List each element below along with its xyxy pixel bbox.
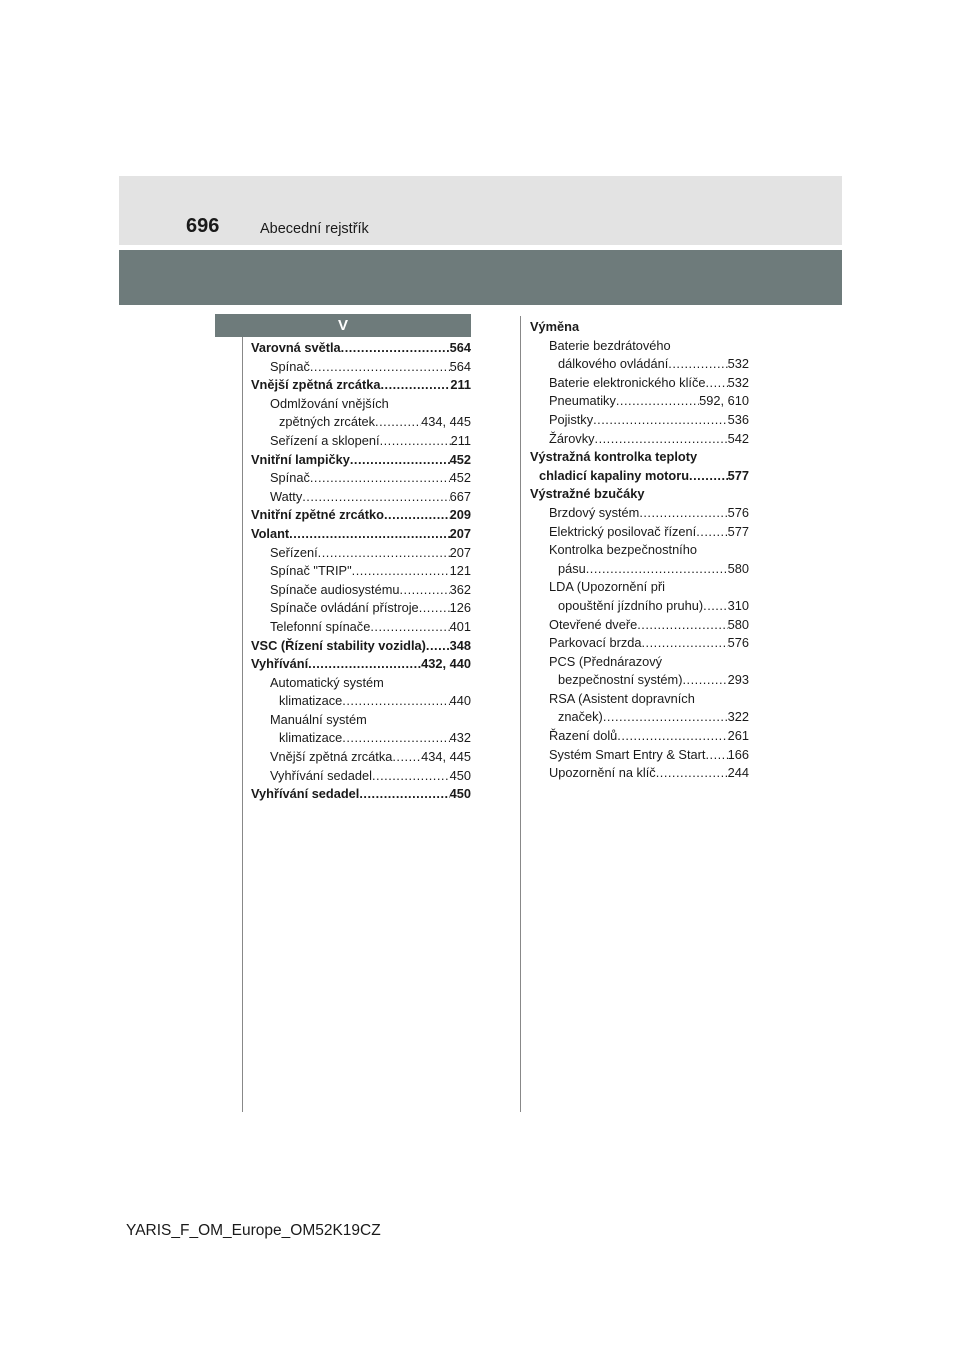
- entry-page: 532: [727, 356, 749, 372]
- entry-page: 432, 440: [421, 656, 471, 672]
- dot-leader: [384, 506, 450, 525]
- index-entry: [530, 504, 749, 523]
- entry-term: Odmlžování vnějších: [270, 395, 389, 411]
- dot-leader: [372, 767, 450, 786]
- entry-term: Baterie bezdrátového: [549, 337, 671, 353]
- index-entry: [251, 432, 471, 451]
- entry-page: 244: [727, 765, 749, 781]
- entry-term: VSC (Řízení stability vozidla): [251, 637, 426, 653]
- dot-leader: [705, 746, 727, 765]
- index-entry: [530, 318, 749, 337]
- dot-leader: [419, 599, 450, 618]
- dot-leader: [426, 637, 450, 656]
- index-entry: [251, 655, 471, 674]
- dot-leader: [641, 634, 727, 653]
- dot-leader: [308, 655, 421, 674]
- entry-term: Řazení dolů: [549, 728, 618, 744]
- index-entry: [530, 746, 749, 765]
- index-entry: [251, 674, 471, 693]
- index-entry: [251, 544, 471, 563]
- index-entry: [530, 616, 749, 635]
- index-entry: [530, 467, 749, 486]
- entry-term: Systém Smart Entry & Start: [549, 746, 706, 762]
- entry-page: 211: [450, 432, 471, 448]
- dot-leader: [595, 430, 728, 449]
- header-band: [119, 176, 842, 245]
- entry-page: 450: [449, 767, 471, 783]
- entry-page: 121: [449, 563, 471, 579]
- index-entry: [251, 376, 471, 395]
- entry-term: Automatický systém: [270, 674, 384, 690]
- entry-term: Žárovky: [549, 430, 595, 446]
- entry-term: Pojistky: [549, 411, 594, 427]
- dot-leader: [617, 727, 727, 746]
- entry-term: Vnitřní lampičky: [251, 451, 350, 467]
- entry-page: 580: [727, 616, 749, 632]
- entry-page: 211: [450, 377, 471, 393]
- entry-term: Manuální systém: [270, 711, 367, 727]
- entry-page: 209: [449, 507, 471, 523]
- entry-page: 542: [727, 430, 749, 446]
- entry-page: 362: [449, 581, 471, 597]
- index-entry: [530, 430, 749, 449]
- entry-page: 564: [449, 340, 471, 355]
- index-entry: [251, 358, 471, 377]
- entry-term: Telefonní spínače: [270, 618, 371, 634]
- dot-leader: [593, 411, 728, 430]
- index-entry: [251, 339, 471, 358]
- entry-term: Spínače audiosystému: [270, 581, 400, 597]
- footer-code: YARIS_F_OM_Europe_OM52K19CZ: [126, 1222, 381, 1239]
- index-entry: [530, 355, 749, 374]
- dot-leader: [380, 376, 450, 395]
- entry-page: 577: [727, 523, 749, 539]
- dot-leader: [586, 560, 728, 579]
- entry-term: Upozornění na klíč: [549, 765, 656, 781]
- entry-term: Spínač: [270, 358, 310, 374]
- index-entry: [251, 562, 471, 581]
- entry-page: 536: [727, 411, 749, 427]
- index-entry: [251, 581, 471, 600]
- entry-term: pásu: [558, 560, 586, 576]
- dot-leader: [310, 469, 450, 488]
- index-entry: [530, 727, 749, 746]
- entry-term: Vnější zpětná zrcátka: [251, 377, 381, 393]
- entry-page: 207: [449, 525, 471, 541]
- entry-page: 207: [449, 544, 471, 560]
- dot-leader: [352, 562, 450, 581]
- index-entry: [251, 395, 471, 414]
- dot-leader: [392, 748, 421, 767]
- index-column-2: [530, 318, 749, 783]
- index-entry: [530, 337, 749, 356]
- entry-term: Otevřené dveře: [549, 616, 638, 632]
- index-entry: [251, 413, 471, 432]
- entry-term: Brzdový systém: [549, 504, 640, 520]
- dot-leader: [289, 525, 449, 544]
- dot-leader: [341, 339, 450, 358]
- entry-term: Spínač "TRIP": [270, 563, 352, 579]
- entry-term: Seřízení: [270, 544, 318, 560]
- index-entry: [530, 485, 749, 504]
- index-entry: [530, 597, 749, 616]
- dot-leader: [399, 581, 449, 600]
- entry-page: 576: [727, 635, 749, 651]
- entry-page: 293: [727, 672, 749, 688]
- index-entry: [530, 764, 749, 783]
- dot-leader: [375, 413, 421, 432]
- entry-page: 532: [727, 374, 749, 390]
- entry-term: PCS (Přednárazový: [549, 653, 663, 669]
- entry-page: 261: [727, 728, 749, 744]
- entry-term: Spínače ovládání přístroje: [270, 600, 419, 616]
- index-entry: [530, 671, 749, 690]
- entry-page: 577: [727, 467, 749, 483]
- entry-term: Vnější zpětná zrcátka: [270, 749, 393, 765]
- entry-page: 310: [727, 597, 749, 613]
- dot-leader: [689, 467, 728, 486]
- dot-leader: [682, 671, 727, 690]
- entry-page: 126: [449, 600, 471, 616]
- dot-leader: [639, 504, 727, 523]
- entry-term: zpětných zrcátek: [279, 414, 376, 430]
- index-entry: [530, 374, 749, 393]
- index-entry: [251, 637, 471, 656]
- dot-leader: [603, 708, 728, 727]
- dot-leader: [637, 616, 727, 635]
- entry-term: Varovná světla: [251, 340, 341, 355]
- entry-page: 667: [449, 488, 471, 504]
- entry-term: Volant: [251, 525, 290, 541]
- entry-term: chladicí kapaliny motoru: [539, 467, 690, 483]
- index-entry: [530, 392, 749, 411]
- dot-leader: [706, 374, 728, 393]
- entry-page: 434, 445: [421, 414, 471, 430]
- entry-term: Výstražné bzučáky: [530, 486, 645, 502]
- page-number: 696: [186, 215, 220, 237]
- entry-term: Vyhřívání sedadel: [270, 767, 372, 783]
- entry-page: 432: [449, 730, 471, 746]
- index-entry: [530, 690, 749, 709]
- dot-leader: [370, 618, 449, 637]
- dot-leader: [616, 392, 699, 411]
- index-entry: [251, 599, 471, 618]
- index-entry: [530, 578, 749, 597]
- dot-leader: [656, 764, 728, 783]
- entry-page: 348: [449, 637, 471, 653]
- section-letter: V: [215, 314, 471, 337]
- entry-term: opouštění jízdního pruhu): [558, 597, 704, 613]
- entry-term: LDA (Upozornění při: [549, 579, 665, 595]
- entry-term: Parkovací brzda: [549, 635, 642, 651]
- entry-page: 592, 610: [699, 393, 749, 409]
- entry-term: Seřízení a sklopení: [270, 432, 380, 448]
- entry-term: Výměna: [530, 319, 580, 334]
- dot-leader: [703, 597, 728, 616]
- entry-term: klimatizace: [279, 693, 343, 709]
- index-entry: [251, 488, 471, 507]
- dot-leader: [342, 729, 449, 748]
- index-entry: [530, 708, 749, 727]
- index-entry: [251, 525, 471, 544]
- entry-page: 452: [449, 470, 471, 486]
- entry-term: Pneumatiky: [549, 393, 616, 409]
- entry-term: Baterie elektronického klíče: [549, 374, 706, 390]
- index-entry: [530, 560, 749, 579]
- index-entry: [530, 634, 749, 653]
- dot-leader: [380, 432, 451, 451]
- index-entry: [251, 469, 471, 488]
- entry-page: 166: [727, 746, 749, 762]
- page-title: Abecední rejstřík: [260, 221, 369, 237]
- index-entry: [251, 692, 471, 711]
- dot-leader: [318, 544, 450, 563]
- index-entry: [251, 729, 471, 748]
- entry-term: bezpečnostní systém): [558, 672, 683, 688]
- index-entry: [530, 523, 749, 542]
- index-entry: [251, 711, 471, 730]
- index-entry: [251, 618, 471, 637]
- dot-leader: [359, 785, 449, 804]
- entry-page: 576: [727, 504, 749, 520]
- entry-page: 450: [449, 786, 471, 802]
- entry-term: Elektrický posilovač řízení: [549, 523, 697, 539]
- column-divider-middle: [520, 316, 521, 1112]
- entry-page: 452: [449, 451, 471, 467]
- entry-term: Watty: [270, 488, 303, 504]
- dot-leader: [696, 523, 727, 542]
- header-bar: [119, 250, 842, 305]
- index-entry: [530, 541, 749, 560]
- index-entry: [251, 785, 471, 804]
- index-entry: [251, 767, 471, 786]
- dot-leader: [302, 488, 449, 507]
- entry-term: Kontrolka bezpečnostního: [549, 542, 697, 558]
- entry-page: 401: [449, 618, 471, 634]
- index-entry: [251, 748, 471, 767]
- entry-page: 322: [727, 709, 749, 725]
- entry-term: značek): [558, 709, 603, 725]
- entry-term: dálkového ovládání: [558, 356, 669, 372]
- entry-term: klimatizace: [279, 730, 343, 746]
- entry-page: 580: [727, 560, 749, 576]
- entry-term: Vyhřívání sedadel: [251, 786, 360, 802]
- entry-term: Vyhřívání: [251, 656, 309, 672]
- entry-term: Spínač: [270, 470, 310, 486]
- dot-leader: [350, 451, 450, 470]
- entry-term: Vnitřní zpětné zrcátko: [251, 507, 384, 523]
- dot-leader: [310, 358, 450, 377]
- entry-page: 440: [449, 693, 471, 709]
- index-entry: [530, 448, 749, 467]
- index-column-1: [251, 339, 471, 804]
- entry-page: 434, 445: [421, 749, 471, 765]
- entry-term: Výstražná kontrolka teploty: [530, 449, 698, 465]
- entry-page: 564: [449, 358, 471, 374]
- index-entry: [251, 506, 471, 525]
- dot-leader: [668, 355, 727, 374]
- index-entry: [530, 411, 749, 430]
- entry-term: RSA (Asistent dopravních: [549, 690, 695, 706]
- dot-leader: [342, 692, 449, 711]
- index-entry: [251, 451, 471, 470]
- index-entry: [530, 653, 749, 672]
- column-divider-left: [242, 337, 243, 1112]
